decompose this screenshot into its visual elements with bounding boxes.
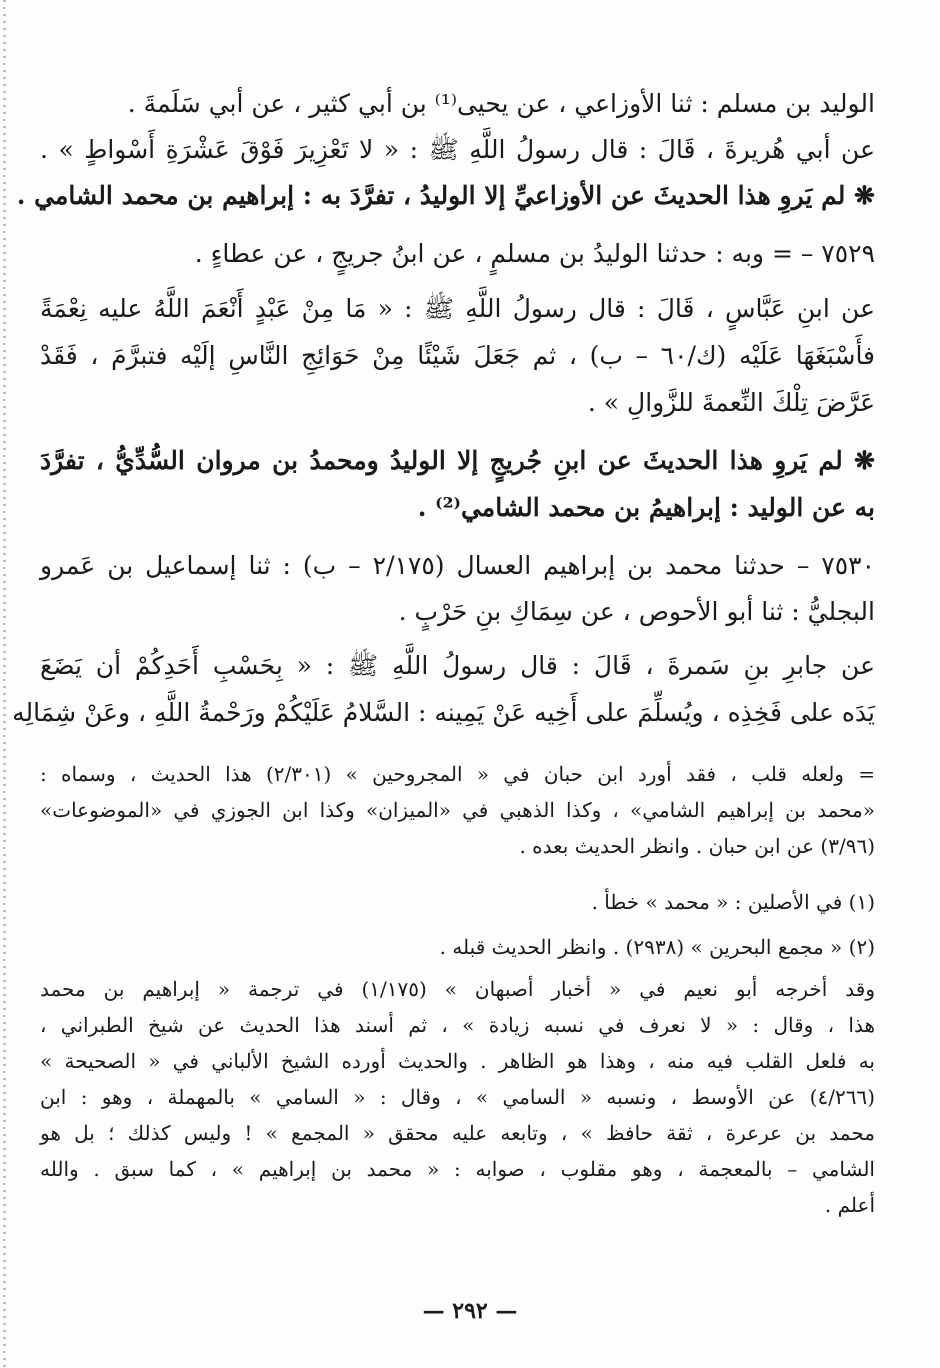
- page-number: — ٢٩٢ —: [422, 1298, 518, 1324]
- text-line: ٧٥٢٩ – = وبه : حدثنا الوليدُ بن مسلمٍ ، عن ابنُ جريجٍ ، عن عطاءٍ .: [194, 239, 875, 268]
- footnote-line: وقد أخرجه أبو نعيم في « أخبار أصبهان » (١/١٧٥) في ترجمة « إبراهيم بن محمد: [40, 977, 875, 1001]
- text-line: عن ابنِ عَبَّاسٍ ، قَالَ : قال رسولُ اللَّهِ ﷺ : « مَا مِنْ عَبْدٍ أَنْعَمَ اللَّهُ عليه نِعْمَةً: [40, 294, 875, 323]
- footnote-line: به فلعل القلب فيه منه ، وهذا هو الظاهر . والحديث أورده الشيخ الألباني في « الصحيحة »: [40, 1049, 876, 1073]
- footnote-line: هذا ، وقال : « لا نعرف في نسبه زيادة » ، ثم أسند هذا الحديث عن شيخ الطبراني ،: [40, 1013, 875, 1037]
- footnote-line: أعلم .: [824, 1193, 875, 1217]
- footnote-line: (٢) « مجمع البحرين » (٢٩٣٨) . وانظر الحديث قبله .: [439, 935, 875, 959]
- text-line: ❋ لم يَروِ هذا الحديثَ عن ابنِ جُريجٍ إلا الوليدُ ومحمدُ بن مروان السُّدِّيُّ ، تفرَّدَ: [40, 446, 875, 475]
- footnote-line: «محمد بن إبراهيم الشامي» ، وكذا الذهبي في «الميزان» وكذا ابن الجوزي في «الموضوعات»: [40, 798, 875, 822]
- footnote-line: (٣/٩٦) عن ابن حبان . وانظر الحديث بعده .: [519, 834, 875, 858]
- text-line: الوليد بن مسلم : ثنا الأوزاعي ، عن يحيى⁽¹⁾ بن أبي كثير ، عن أبي سَلَمةَ .: [127, 89, 875, 118]
- text-line: البجليُّ : ثنا أبو الأحوص ، عن سِمَاكِ بنِ حَرْبٍ .: [398, 597, 875, 626]
- text-line: عَرَّضَ تِلْكَ النِّعمةَ للزَّوالِ » .: [587, 388, 875, 417]
- text-line: فأَسْبَغَهَا عَلَيْه (ك/٦٠ – ب) ، ثم جَعَلَ شَيْئًا مِنْ حَوَائِجِ النَّاسِ إلَيْه فتبرَّمَ ، فَقَدْ: [40, 341, 876, 370]
- footnote-line: (١) في الأصلين : « محمد » خطأ .: [591, 890, 875, 914]
- text-line: عن جابرِ بنِ سَمرةَ ، قَالَ : قال رسولُ اللَّهِ ﷺ : « بِحَسْبِ أَحَدِكُمْ أن يَضَعَ: [40, 651, 875, 680]
- text-line: يَدَه على فَخِذِه ، ويُسلِّمَ على أَخِيه عَنْ يَمِينه : السَّلامُ عَلَيْكُمْ ورَحْمةُ اللَّهِ ، وعَنْ شِمَالِه: [12, 698, 875, 727]
- footnote-line: الشامي – بالمعجمة ، وهو مقلوب ، صوابه : « محمد بن إبراهيم » ، كما سبق . والله: [40, 1157, 875, 1181]
- footnote-line: (٤/٢٦٦) عن الأوسط ، ونسبه « السامي » ، وقال : « السامي » بالمهملة ، وهو : ابن: [40, 1085, 875, 1109]
- text-line: ❋ لم يَروِ هذا الحديثَ عن الأوزاعيِّ إلا الوليدُ ، تفرَّدَ به : إبراهيم بن محمد الشامي .: [16, 181, 875, 210]
- page-edge: [3, 0, 6, 1368]
- text-line: ٧٥٣٠ – حدثنا محمد بن إبراهيم العسال (٢/١٧٥ – ب) : ثنا إسماعيل بن عَمرو: [40, 551, 876, 580]
- text-line: به عن الوليد : إبراهيمُ بن محمد الشامي⁽²⁾ .: [417, 493, 875, 522]
- text-line: عن أبي هُريرةَ ، قَالَ : قال رسولُ اللَّهِ ﷺ : « لا تَعْزِيرَ فَوْقَ عَشْرَةِ أَسْواطٍ » .: [40, 135, 875, 164]
- footnote-line: = ولعله قلب ، فقد أورد ابن حبان في « المجروحين » (٢/٣٠١) هذا الحديث ، وسماه :: [40, 762, 875, 786]
- footnote-line: محمد بن عرعرة ، ثقة حافظ » ، وتابعه عليه محقق « المجمع » ! وليس كذلك ؛ بل هو: [40, 1121, 875, 1145]
